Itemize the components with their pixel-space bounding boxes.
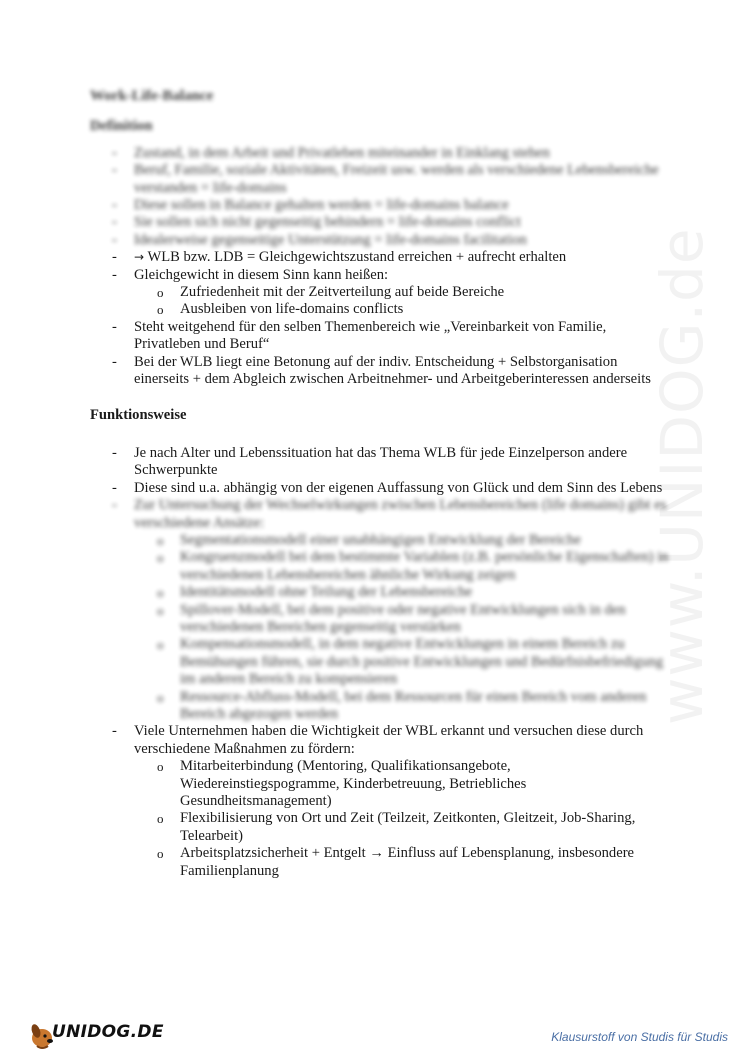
list-item	[90, 232, 670, 249]
sub-list-item: o Spillover-Modell, bei dem positive oder negative Entwicklungen sich in den verschiedenen Bereichen gegenseitig verstärken	[134, 602, 670, 637]
list-item-text: Sie sollen sich nicht gegenseitig behindern = life-domains conflict	[134, 214, 521, 231]
sub-list	[134, 758, 670, 880]
sub-list	[134, 532, 670, 723]
list-item	[90, 497, 670, 723]
sub-list-item: o Ressource-Abfluss-Modell, bei dem Ressourcen für einen Bereich vom anderen Bereich abgezogen werden	[134, 689, 670, 724]
list-item	[90, 249, 670, 266]
sub-list-item: o Identitätsmodell ohne Teilung der Lebensbereiche	[134, 584, 670, 601]
funktionsweise-heading: Funktionsweise	[90, 406, 187, 423]
funktionsweise-list	[90, 445, 670, 880]
sub-list-item: o Arbeitsplatzsicherheit + Entgelt → Einfluss auf Lebensplanung, insbesondere Familienplanung	[134, 845, 670, 880]
list-item-text: Zustand, in dem Arbeit und Privatleben miteinander in Einklang stehen	[134, 144, 550, 161]
list-item	[90, 723, 670, 880]
list-item	[90, 480, 670, 497]
sub-list-item: o Kongruenzmodell bei dem bestimmte Variablen (z.B. persönliche Eigenschaften) in verschiedenen Lebensbereichen ähnliche Wirkung zeigen	[134, 549, 670, 584]
list-item	[90, 267, 670, 319]
list-item-text: Diese sind u.a. abhängig von der eigenen Auffassung von Glück und dem Sinn des Lebens	[134, 479, 663, 496]
sub-list-item: o Ausbleiben von life-domains conflicts	[134, 301, 670, 318]
list-item	[90, 319, 670, 354]
document-content	[90, 88, 670, 880]
list-item-text: Idealerweise gegenseitige Unterstützung = life-domains facilitation	[134, 231, 527, 248]
list-item-text: Steht weitgehend für den selben Themenbereich wie „Vereinbarkeit von Familie, Privatleben und Beruf“	[134, 318, 607, 353]
sub-list-item: o Zufriedenheit mit der Zeitverteilung auf beide Bereiche	[134, 284, 670, 301]
list-item-text: Viele Unternehmen haben die Wichtigkeit der WBL erkannt und versuchen diese durch verschiedene Maßnahmen zu fördern:	[134, 723, 644, 757]
list-item	[90, 445, 670, 480]
footer-logo-text: UNIDOG.DE	[52, 1022, 164, 1042]
arrow-right-icon: →	[134, 250, 145, 265]
list-item-text: Beruf, Familie, soziale Aktivitäten, Freizeit usw. werden als verschiedene Lebensbereiche verstanden = life-domains	[134, 162, 659, 196]
sub-list	[134, 284, 670, 319]
list-item-text: Gleichgewicht in diesem Sinn kann heißen:	[134, 266, 389, 283]
list-item	[90, 214, 670, 231]
list-item-text: Zur Untersuchung der Wechselwirkungen zwischen Lebensbereichen (life domains) gibt es verschiedene Ansätze:	[134, 497, 667, 531]
list-item-text: Je nach Alter und Lebenssituation hat das Thema WLB für jede Einzelperson andere Schwerpunkte	[134, 444, 628, 479]
definition-heading: Definition	[90, 118, 153, 135]
sub-list-item: o Kompensationsmodell, in dem negative Entwicklungen in einem Bereich zu Bemühungen führen, sie durch positive Entwicklungen und Bedürfnisbefriedigung im anderen Bereich zu kompensieren	[134, 636, 670, 688]
definition-list	[90, 145, 670, 389]
watermark: www.UNIDOG.de	[648, 227, 716, 725]
list-item-text: Bei der WLB liegt eine Betonung auf der indiv. Entscheidung + Selbstorganisation einerseits + dem Abgleich zwischen Arbeitnehmer- und Arbeitgeberinteressen anderseits	[134, 353, 651, 388]
sub-list-item: o Segmentationsmodell einer unabhängigen Entwicklung der Bereiche	[134, 532, 670, 549]
list-item-text: Diese sollen in Balance gehalten werden = life-domains balance	[134, 197, 509, 214]
list-item	[90, 354, 670, 389]
list-item	[90, 197, 670, 214]
list-item	[90, 145, 670, 162]
document-title: Work-Life-Balance	[90, 88, 214, 104]
sub-list-item: o Flexibilisierung von Ort und Zeit (Teilzeit, Zeitkonten, Gleitzeit, Job-Sharing, Telearbeit)	[134, 810, 670, 845]
list-item-text: WLB bzw. LDB = Gleichgewichtszustand erreichen + aufrecht erhalten	[147, 249, 567, 266]
footer-tagline: Klausurstoff von Studis für Studis	[551, 1030, 728, 1044]
sub-list-item: o Mitarbeiterbindung (Mentoring, Qualifikationsangebote, Wiedereinstiegspogramme, Kinderbetreuung, Betriebliches Gesundheitsmanagement)	[134, 758, 670, 810]
list-item	[90, 162, 670, 197]
